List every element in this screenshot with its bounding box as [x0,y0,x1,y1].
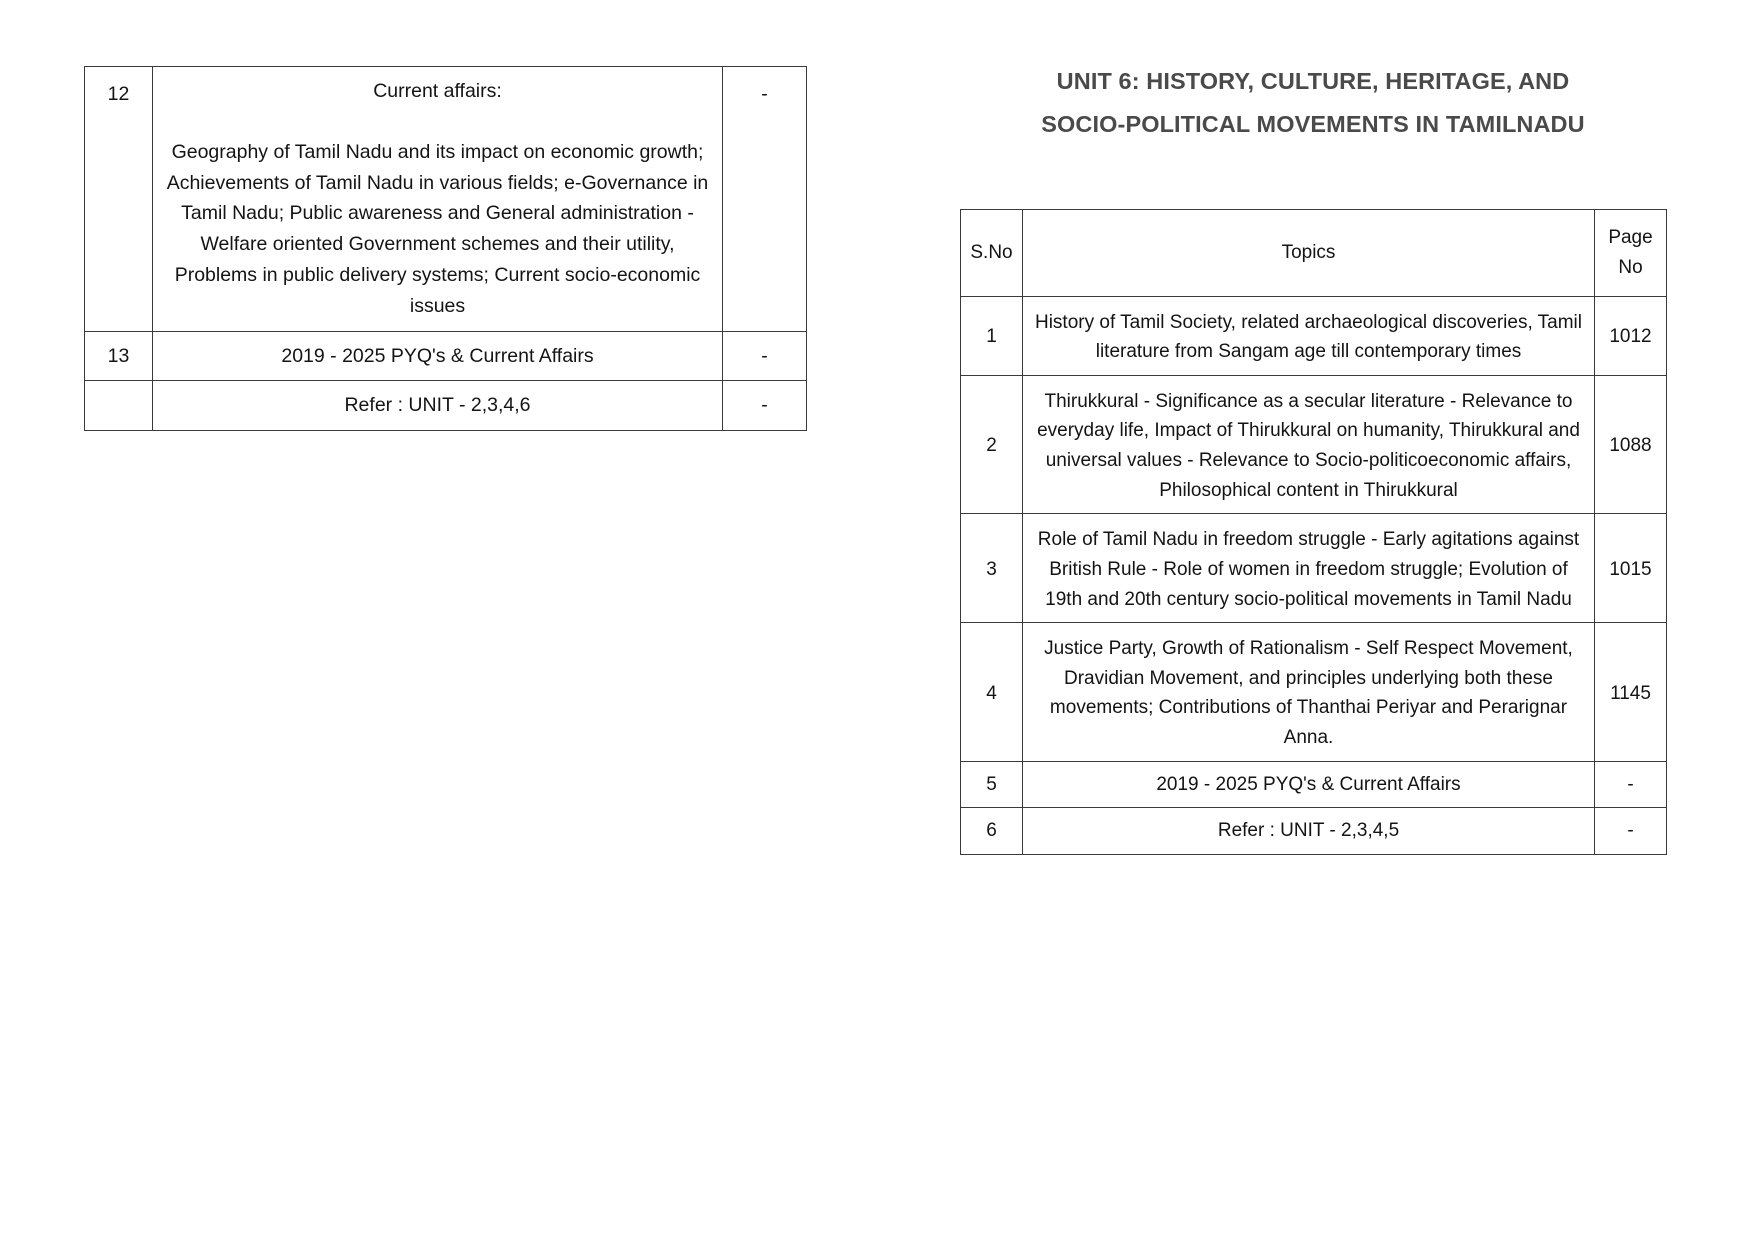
unit-title-line-1: UNIT 6: HISTORY, CULTURE, HERITAGE, AND [1056,68,1570,94]
row-page-number: 1015 [1595,514,1667,623]
right-unit-section [960,60,1666,855]
table-row [961,296,1667,375]
row-page-number: 1012 [1595,296,1667,375]
unit-title [960,60,1666,146]
right-syllabus-table [960,209,1667,855]
row-topic: 2019 - 2025 PYQ's & Current Affairs [1023,761,1595,808]
row-topic: Role of Tamil Nadu in freedom struggle - Early agitations against British Rule - Role of women in freedom struggle; Evolution of 19th and 20th century socio-political movements in Tamil Nadu [1023,514,1595,623]
right-syllabus-table-container [960,209,1666,855]
column-header-sno: S.No [961,209,1023,296]
table-header-row [961,209,1667,296]
topic-description: Geography of Tamil Nadu and its impact on economic growth; Achievements of Tamil Nadu in various fields; e-Governance in Tamil Nadu; Public awareness and General administration - Welfare oriented Government schemes and their utility, Problems in public delivery systems; Current socio-economic issues [166,140,709,317]
row-topic: History of Tamil Society, related archaeological discoveries, Tamil literature from Sangam age till contemporary times [1023,296,1595,375]
row-serial-number: 5 [961,761,1023,808]
row-page-number: - [723,331,807,381]
left-syllabus-table-container [84,66,806,431]
table-row [961,623,1667,762]
row-page-number: - [1595,808,1667,855]
row-topic: 2019 - 2025 PYQ's & Current Affairs [153,331,723,381]
unit-title-line-2: SOCIO-POLITICAL MOVEMENTS IN TAMILNADU [1041,110,1585,137]
table-row [961,761,1667,808]
table-row [85,67,807,332]
column-header-topics: Topics [1023,209,1595,296]
row-serial-number: 6 [961,808,1023,855]
row-topic: Thirukkural - Significance as a secular literature - Relevance to everyday life, Impact of Thirukkural on humanity, Thirukkural and universal values - Relevance to Socio-politicoeconomic affairs, Philosophical content in Thirukkural [1023,375,1595,514]
row-serial-number [85,381,153,431]
column-header-page-no [1595,209,1667,296]
row-serial-number: 13 [85,331,153,381]
left-syllabus-table [84,66,807,431]
topic-heading: Current affairs: [373,80,502,102]
table-row [961,514,1667,623]
row-page-number: - [723,67,807,332]
row-serial-number: 12 [85,67,153,332]
row-page-number: 1088 [1595,375,1667,514]
row-serial-number: 3 [961,514,1023,623]
row-topic: Justice Party, Growth of Rationalism - Self Respect Movement, Dravidian Movement, and principles underlying both these movements; Contributions of Thanthai Periyar and Perarignar Anna. [1023,623,1595,762]
column-header-page-line-1: Page [1608,226,1653,248]
row-topic: Refer : UNIT - 2,3,4,6 [153,381,723,431]
row-serial-number: 1 [961,296,1023,375]
row-topic [153,67,723,332]
row-serial-number: 2 [961,375,1023,514]
table-row [961,375,1667,514]
row-page-number: - [1595,761,1667,808]
row-serial-number: 4 [961,623,1023,762]
table-row [85,381,807,431]
row-topic: Refer : UNIT - 2,3,4,5 [1023,808,1595,855]
column-header-page-line-2: No [1618,256,1643,278]
row-page-number: 1145 [1595,623,1667,762]
table-row [85,331,807,381]
table-row [961,808,1667,855]
row-page-number: - [723,381,807,431]
